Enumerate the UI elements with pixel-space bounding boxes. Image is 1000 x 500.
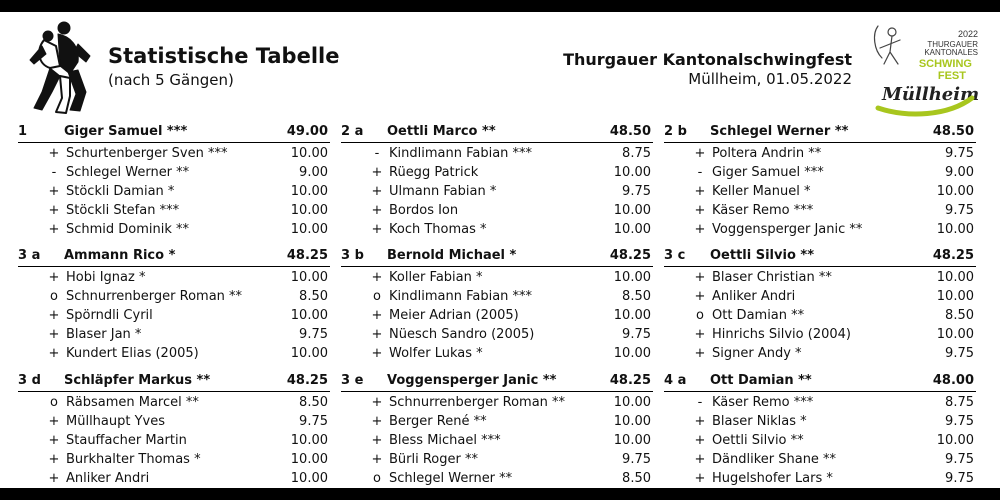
fight-points: 8.75: [945, 395, 974, 410]
fight-result: +: [371, 395, 383, 410]
fight-result: +: [371, 452, 383, 467]
total-points: 48.25: [286, 373, 328, 388]
ranking-block: [341, 122, 653, 238]
opponent-name: Wolfer Lukas *: [389, 346, 483, 361]
event-name: Thurgauer Kantonalschwingfest: [563, 50, 852, 69]
opponent-name: Käser Remo ***: [712, 395, 814, 410]
opponent-name: Giger Samuel ***: [712, 165, 824, 180]
fight-row: [341, 267, 653, 286]
ranking-block: [664, 371, 976, 487]
opponent-name: Kundert Elias (2005): [66, 346, 199, 361]
fight-row: [18, 468, 330, 487]
fight-points: 9.75: [945, 203, 974, 218]
fight-result: +: [694, 289, 706, 304]
fight-points: 9.75: [622, 184, 651, 199]
rank-label: 2 b: [664, 124, 687, 139]
fight-row: [341, 449, 653, 468]
opponent-name: Blaser Jan *: [66, 327, 142, 342]
ranking-block: [18, 122, 330, 238]
fight-points: 9.75: [299, 327, 328, 342]
fight-row: [664, 411, 976, 430]
fight-points: 10.00: [936, 327, 974, 342]
fight-result: +: [48, 414, 60, 429]
fight-result: +: [694, 146, 706, 161]
event-logo: [868, 20, 980, 120]
opponent-name: Koch Thomas *: [389, 222, 487, 237]
rank-label: 3 e: [341, 373, 364, 388]
fight-row: [664, 392, 976, 411]
opponent-name: Müllhaupt Yves: [66, 414, 166, 429]
total-points: 49.00: [286, 124, 328, 139]
fight-points: 10.00: [613, 308, 651, 323]
fight-points: 9.75: [945, 346, 974, 361]
opponent-name: Kindlimann Fabian ***: [389, 146, 533, 161]
opponent-name: Hobi Ignaz *: [66, 270, 146, 285]
wrestler-name: Voggensperger Janic **: [387, 373, 557, 388]
fight-result: +: [694, 452, 706, 467]
ranking-header-row: [664, 246, 976, 267]
total-points: 48.50: [609, 124, 651, 139]
wrestler-name: Giger Samuel ***: [64, 124, 188, 139]
fight-row: [664, 267, 976, 286]
fight-row: [664, 324, 976, 343]
opponent-name: Hugelshofer Lars *: [712, 471, 833, 486]
ranking-header-row: [18, 371, 330, 392]
opponent-name: Kindlimann Fabian ***: [389, 289, 533, 304]
fight-row: [341, 200, 653, 219]
wrestler-name: Schlegel Werner **: [710, 124, 849, 139]
wrestler-name: Oettli Marco **: [387, 124, 496, 139]
fight-result: +: [694, 346, 706, 361]
wrestler-name: Ammann Rico *: [64, 248, 176, 263]
ranking-header-row: [664, 371, 976, 392]
fight-points: 10.00: [936, 270, 974, 285]
opponent-name: Nüesch Sandro (2005): [389, 327, 535, 342]
ranking-block: [664, 246, 976, 362]
fight-result: +: [48, 452, 60, 467]
fight-points: 9.75: [622, 327, 651, 342]
fight-result: +: [371, 433, 383, 448]
opponent-name: Bordos Ion: [389, 203, 459, 218]
fight-result: +: [48, 184, 60, 199]
opponent-name: Schurtenberger Sven ***: [66, 146, 228, 161]
ranking-block: [341, 246, 653, 362]
fight-row: [18, 430, 330, 449]
fight-result: +: [371, 222, 383, 237]
rank-label: 1: [18, 124, 28, 139]
logo-line1: THURGAUER: [927, 40, 978, 49]
ranking-block: [18, 371, 330, 487]
rank-label: 4 a: [664, 373, 687, 388]
ranking-block: [18, 246, 330, 362]
fight-result: -: [374, 146, 380, 161]
opponent-name: Rüegg Patrick: [389, 165, 479, 180]
ranking-block: [664, 122, 976, 238]
fight-row: [18, 305, 330, 324]
fight-result: -: [697, 165, 703, 180]
fight-points: 8.50: [622, 471, 651, 486]
fight-result: o: [50, 289, 58, 304]
opponent-name: Poltera Andrin **: [712, 146, 822, 161]
fight-row: [18, 411, 330, 430]
fight-points: 8.75: [622, 146, 651, 161]
opponent-name: Schlegel Werner **: [389, 471, 513, 486]
fight-result: +: [694, 203, 706, 218]
opponent-name: Spörndli Cyril: [66, 308, 153, 323]
fight-row: [341, 468, 653, 487]
ranking-header-row: [341, 122, 653, 143]
ranking-header-row: [18, 122, 330, 143]
opponent-name: Bless Michael ***: [389, 433, 501, 448]
opponent-name: Hinrichs Silvio (2004): [712, 327, 851, 342]
opponent-name: Schmid Dominik **: [66, 222, 190, 237]
opponent-name: Räbsamen Marcel **: [66, 395, 199, 410]
fight-row: [18, 143, 330, 162]
ranking-header-row: [341, 371, 653, 392]
fight-result: o: [50, 395, 58, 410]
fight-result: +: [371, 184, 383, 199]
opponent-name: Meier Adrian (2005): [389, 308, 519, 323]
ranking-header-row: [341, 246, 653, 267]
fight-points: 10.00: [613, 414, 651, 429]
fight-result: +: [694, 270, 706, 285]
total-points: 48.25: [609, 248, 651, 263]
opponent-name: Burkhalter Thomas *: [66, 452, 201, 467]
fight-row: [341, 343, 653, 362]
opponent-name: Stöckli Damian *: [66, 184, 175, 199]
fight-row: [18, 267, 330, 286]
fight-row: [18, 392, 330, 411]
fight-result: +: [371, 308, 383, 323]
opponent-name: Stauffacher Martin: [66, 433, 187, 448]
fight-result: +: [371, 327, 383, 342]
fight-points: 8.50: [299, 289, 328, 304]
fight-result: +: [694, 414, 706, 429]
page-title: Statistische Tabelle: [108, 44, 340, 68]
fight-result: +: [48, 146, 60, 161]
fight-points: 10.00: [613, 346, 651, 361]
fight-result: -: [51, 165, 57, 180]
fight-row: [664, 305, 976, 324]
fight-result: +: [48, 471, 60, 486]
wrestler-name: Ott Damian **: [710, 373, 812, 388]
fight-result: +: [48, 308, 60, 323]
opponent-name: Stöckli Stefan ***: [66, 203, 180, 218]
fight-points: 10.00: [613, 203, 651, 218]
fight-points: 8.50: [945, 308, 974, 323]
opponent-name: Blaser Niklas *: [712, 414, 807, 429]
fight-row: [664, 143, 976, 162]
fight-points: 9.75: [945, 414, 974, 429]
fight-row: [18, 286, 330, 305]
opponent-name: Signer Andy *: [712, 346, 802, 361]
fight-result: +: [48, 327, 60, 342]
opponent-name: Schnurrenberger Roman **: [66, 289, 243, 304]
fight-points: 10.00: [613, 222, 651, 237]
opponent-name: Dändliker Shane **: [712, 452, 837, 467]
fight-points: 10.00: [936, 433, 974, 448]
opponent-name: Käser Remo ***: [712, 203, 814, 218]
fight-result: o: [373, 289, 381, 304]
wrestler-name: Oettli Silvio **: [710, 248, 814, 263]
fight-result: +: [694, 327, 706, 342]
fight-points: 10.00: [613, 270, 651, 285]
opponent-name: Voggensperger Janic **: [712, 222, 863, 237]
fight-points: 10.00: [290, 346, 328, 361]
ranking-header-row: [18, 246, 330, 267]
total-points: 48.50: [932, 124, 974, 139]
fight-points: 9.75: [945, 471, 974, 486]
fight-result: +: [48, 203, 60, 218]
ranking-header-row: [664, 122, 976, 143]
total-points: 48.25: [286, 248, 328, 263]
opponent-name: Schlegel Werner **: [66, 165, 190, 180]
fight-points: 10.00: [613, 395, 651, 410]
fight-points: 10.00: [290, 452, 328, 467]
fight-row: [18, 449, 330, 468]
fight-row: [18, 343, 330, 362]
fight-points: 10.00: [290, 203, 328, 218]
opponent-name: Ott Damian **: [712, 308, 805, 323]
fight-points: 9.00: [299, 165, 328, 180]
fight-points: 10.00: [613, 433, 651, 448]
fight-result: o: [696, 308, 704, 323]
fight-row: [18, 219, 330, 238]
fight-points: 9.00: [945, 165, 974, 180]
fight-row: [664, 449, 976, 468]
opponent-name: Blaser Christian **: [712, 270, 832, 285]
fight-points: 9.75: [945, 146, 974, 161]
fight-result: +: [48, 222, 60, 237]
fight-points: 10.00: [290, 270, 328, 285]
fight-points: 10.00: [936, 184, 974, 199]
fight-row: [664, 200, 976, 219]
rank-label: 2 a: [341, 124, 364, 139]
rank-label: 3 b: [341, 248, 364, 263]
total-points: 48.00: [932, 373, 974, 388]
fight-points: 10.00: [290, 308, 328, 323]
fight-result: +: [694, 433, 706, 448]
opponent-name: Anliker Andri: [66, 471, 150, 486]
fight-result: +: [371, 165, 383, 180]
event-date: Müllheim, 01.05.2022: [688, 70, 852, 88]
total-points: 48.25: [609, 373, 651, 388]
total-points: 48.25: [932, 248, 974, 263]
fight-row: [341, 286, 653, 305]
fight-points: 8.50: [299, 395, 328, 410]
fight-points: 10.00: [290, 222, 328, 237]
ranking-block: [341, 371, 653, 487]
fight-result: +: [371, 203, 383, 218]
rank-label: 3 c: [664, 248, 686, 263]
fight-row: [341, 143, 653, 162]
fight-row: [664, 430, 976, 449]
fight-row: [664, 286, 976, 305]
fight-row: [664, 181, 976, 200]
fight-result: o: [373, 471, 381, 486]
fight-row: [664, 219, 976, 238]
fight-row: [18, 200, 330, 219]
fight-row: [341, 305, 653, 324]
fight-row: [18, 324, 330, 343]
fight-result: -: [697, 395, 703, 410]
opponent-name: Keller Manuel *: [712, 184, 811, 199]
fight-row: [664, 343, 976, 362]
fight-result: +: [694, 222, 706, 237]
fight-result: +: [371, 414, 383, 429]
fight-points: 10.00: [290, 433, 328, 448]
fight-result: +: [48, 270, 60, 285]
fight-points: 10.00: [290, 184, 328, 199]
wrestler-name: Bernold Michael *: [387, 248, 517, 263]
fight-points: 10.00: [290, 471, 328, 486]
wrestler-illustration-icon: [20, 16, 100, 116]
fight-row: [664, 468, 976, 487]
fight-row: [341, 162, 653, 181]
opponent-name: Koller Fabian *: [389, 270, 483, 285]
fight-row: [341, 324, 653, 343]
fight-row: [341, 411, 653, 430]
fight-points: 10.00: [936, 222, 974, 237]
fight-result: +: [694, 471, 706, 486]
bottom-black-bar: [0, 488, 1000, 500]
logo-line2: KANTONALES: [924, 48, 978, 57]
opponent-name: Berger René **: [389, 414, 487, 429]
fight-row: [341, 392, 653, 411]
fight-row: [341, 430, 653, 449]
top-black-bar: [0, 0, 1000, 12]
fight-points: 8.50: [622, 289, 651, 304]
fight-points: 9.75: [299, 414, 328, 429]
page-subtitle: (nach 5 Gängen): [108, 71, 234, 89]
rank-label: 3 a: [18, 248, 41, 263]
logo-year: 2022: [957, 29, 978, 39]
rank-label: 3 d: [18, 373, 41, 388]
logo-line4: FEST: [937, 70, 966, 82]
fight-row: [341, 181, 653, 200]
fight-points: 9.75: [945, 452, 974, 467]
fight-row: [18, 162, 330, 181]
fight-row: [18, 181, 330, 200]
fight-points: 10.00: [613, 165, 651, 180]
wrestler-name: Schläpfer Markus **: [64, 373, 211, 388]
opponent-name: Bürli Roger **: [389, 452, 478, 467]
logo-place: Müllheim: [882, 84, 980, 105]
fight-result: +: [371, 270, 383, 285]
fight-result: +: [48, 346, 60, 361]
opponent-name: Ulmann Fabian *: [389, 184, 497, 199]
opponent-name: Schnurrenberger Roman **: [389, 395, 566, 410]
fight-points: 10.00: [290, 146, 328, 161]
logo-line3: SCHWING: [918, 58, 972, 70]
fight-points: 9.75: [622, 452, 651, 467]
fight-result: +: [48, 433, 60, 448]
fight-result: +: [694, 184, 706, 199]
opponent-name: Anliker Andri: [712, 289, 796, 304]
fight-row: [664, 162, 976, 181]
fight-result: +: [371, 346, 383, 361]
fight-row: [341, 219, 653, 238]
fight-points: 10.00: [936, 289, 974, 304]
opponent-name: Oettli Silvio **: [712, 433, 804, 448]
